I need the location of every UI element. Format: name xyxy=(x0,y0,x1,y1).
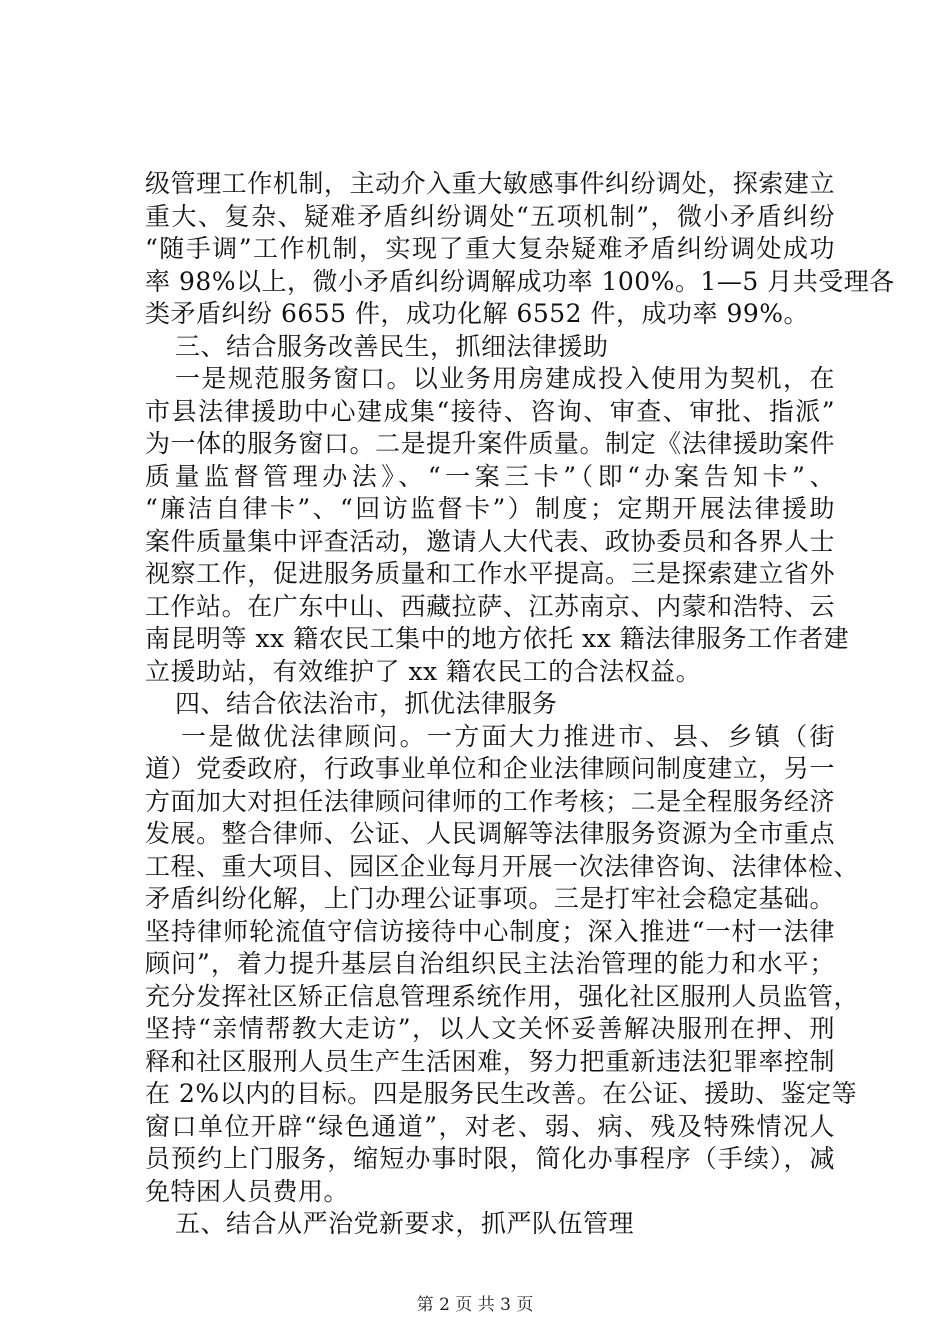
text-line: 道）党委政府，行政事业单位和企业法律顾问制度建立，另一 xyxy=(145,754,835,783)
text-line: 重大、复杂、疑难矛盾纠纷调处“五项机制”，微小矛盾纠纷 xyxy=(145,201,835,231)
section-heading-4: 四、结合依法治市，抓优法律服务 xyxy=(175,689,558,718)
section-heading-5: 五、结合从严治党新要求，抓严队伍管理 xyxy=(175,1209,635,1238)
text-line: 质量监督管理办法》、“一案三卡”（即“办案告知卡”、 xyxy=(145,461,835,491)
text-line: 立援助站，有效维护了 xx 籍农民工的合法权益。 xyxy=(145,656,702,686)
text-line: 率 98%以上，微小矛盾纠纷调解成功率 100%。1—5 月共受理各 xyxy=(145,266,895,296)
text-line: 窗口单位开辟“绿色通道”，对老、弱、病、残及特殊情况人 xyxy=(145,1111,835,1141)
document-body xyxy=(145,168,895,1241)
text-line: 充分发挥社区矫正信息管理系统作用，强化社区服刑人员监管， xyxy=(145,981,860,1011)
text-line: 级管理工作机制，主动介入重大敏感事件纠纷调处，探索建立 xyxy=(145,169,835,198)
text-line: 在 2%以内的目标。四是服务民生改善。在公证、援助、鉴定等 xyxy=(145,1079,858,1108)
text-line: 为一体的服务窗口。二是提升案件质量。制定《法律援助案件 xyxy=(145,429,835,458)
text-line: 南昆明等 xx 籍农民工集中的地方依托 xx 籍法律服务工作者建 xyxy=(145,624,850,653)
text-line: 员预约上门服务，缩短办事时限，简化办事程序（手续），减 xyxy=(145,1144,835,1173)
paragraph-first-line: 一是规范服务窗口。以业务用房建成投入使用为契机，在 xyxy=(175,364,835,393)
text-line: 矛盾纠纷化解，上门办理公证事项。三是打牢社会稳定基础。 xyxy=(145,884,835,913)
text-line: 市县法律援助中心建成集“接待、咨询、审查、审批、指派” xyxy=(145,396,835,426)
text-line: 免特困人员费用。 xyxy=(145,1176,350,1206)
text-line: 工程、重大项目、园区企业每月开展一次法律咨询、法律体检、 xyxy=(145,851,860,881)
section-heading-3: 三、结合服务改善民生，抓细法律援助 xyxy=(175,331,609,361)
text-line: 视察工作，促进服务质量和工作水平提高。三是探索建立省外 xyxy=(145,559,835,588)
text-line: “随手调”工作机制，实现了重大复杂疑难矛盾纠纷调处成功 xyxy=(145,234,835,263)
text-line: “廉洁自律卡”、“回访监督卡”）制度；定期开展法律援助 xyxy=(145,494,835,523)
page-number-footer: 第 2 页 共 3 页 xyxy=(416,1295,534,1315)
text-line: 发展。整合律师、公证、人民调解等法律服务资源为全市重点 xyxy=(145,819,835,848)
text-line: 类矛盾纠纷 6655 件，成功化解 6552 件，成功率 99%。 xyxy=(145,299,810,328)
paragraph-first-line: 一是做优法律顾问。一方面大力推进市、县、乡镇（街 xyxy=(181,721,835,751)
text-line: 工作站。在广东中山、西藏拉萨、江苏南京、内蒙和浩特、云 xyxy=(145,591,835,621)
text-line: 顾问”，着力提升基层自治组织民主法治管理的能力和水平； xyxy=(145,949,835,978)
text-line: 释和社区服刑人员生产生活困难，努力把重新违法犯罪率控制 xyxy=(145,1046,835,1076)
text-line: 案件质量集中评查活动，邀请人大代表、政协委员和各界人士 xyxy=(145,526,835,556)
text-line: 坚持律师轮流值守信访接待中心制度；深入推进“一村一法律 xyxy=(145,916,835,946)
text-line: 方面加大对担任法律顾问律师的工作考核；二是全程服务经济 xyxy=(145,786,835,816)
text-line: 坚持“亲情帮教大走访”，以人文关怀妥善解决服刑在押、刑 xyxy=(145,1014,835,1043)
